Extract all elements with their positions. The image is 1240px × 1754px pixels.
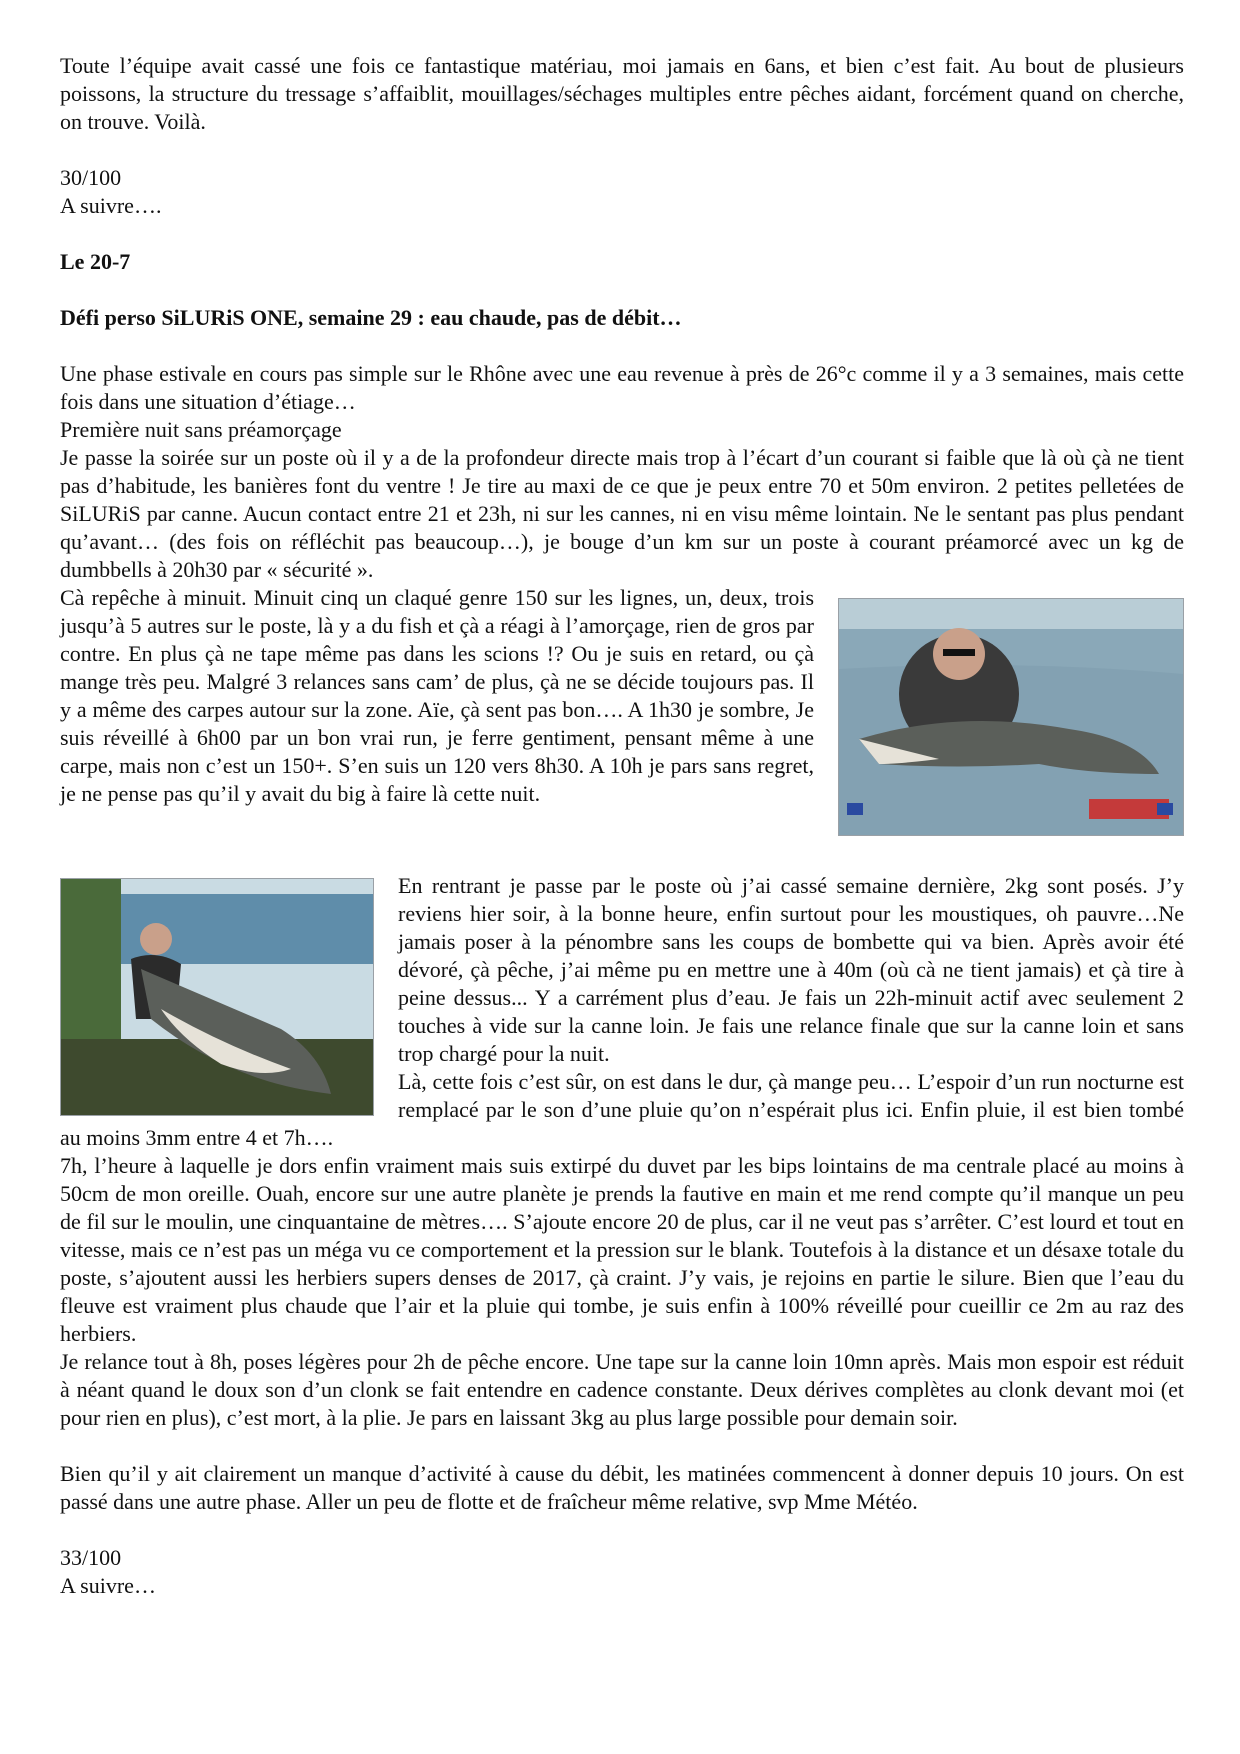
paragraph-relaunch: Je relance tout à 8h, poses légères pour 2h de pêche encore. Une tape sur la canne loin 10mn après. Mais mon espoir est réduit à néant quand le doux son d’un clonk se fait entendre en cadence constante. Deux dérives complètes au clonk devant moi (et pour rien en plus), c’est mort, à la plie. Je pars en laissant 3kg au plus large possible pour demain soir. — [60, 1349, 1184, 1430]
score-2: 33/100 — [60, 1545, 122, 1570]
paragraph-midnight: Cà repêche à minuit. Minuit cinq un claqué genre 150 sur les lignes, un, deux, trois jusqu’à 5 autres sur le poste, là y a du fish et çà a réagi à l’amorçage, rien de gros par contre. En plus çà ne tape même pas dans les scions !? Ou je suis en retard, ou çà mange très peu. Malgré 3 relances sans cam’ de plus, çà ne se décide toujours pas. Il y a même des carpes autour sur la zone. Aïe, çà sent pas bon…. A 1h30 je sombre, Je suis réveillé à 6h00 par un bon vrai run, je ferre gentiment, pensant même à une carpe, mais non c’est un 150+. S’en suis un 120 vers 8h30. A 10h je pars sans regret, je ne pense pas qu’il y avait du big à faire là cette nuit. — [60, 585, 814, 806]
catfish-photo-left — [60, 878, 374, 1116]
paragraph-return: En rentrant je passe par le poste où j’ai cassé semaine dernière, 2kg sont posés. J’y reviens hier soir, à la bonne heure, enfin surtout pour les moustiques, oh pauvre…Ne jamais poser à la pénombre sans les coups de bombette qui va bien. Après avoir été dévoré, çà pêche, j’ai même pu en mettre une à 40m (où cà ne tient jamais) et çà tire à peine dessus... Y a carrément plus d’eau. Je fais un 22h-minuit actif avec seulement 2 touches à vide sur la canne loin. Je fais une relance finale que sur la canne loin et sans trop chargé pour la nuit. — [398, 873, 1184, 1066]
entry-date: Le 20-7 — [60, 249, 131, 274]
paragraph-rain: Là, cette fois c’est sûr, on est dans le dur, çà mange peu… L’espoir d’un run nocturne est remplacé par le son d’une pluie qu’on n’espérait plus ici. Enfin pluie, il est bien tombé au moins 3mm entre 4 et 7h…. — [60, 1069, 1184, 1150]
paragraph-run: 7h, l’heure à laquelle je dors enfin vraiment mais suis extirpé du duvet par les bips lointains de ma centrale placé au moins à 50cm de mon oreille. Ouah, encore sur une autre planète je prends la fautive en main et me rend compte qu’il manque un peu de fil sur le moulin, une cinquantaine de mètres…. S’ajoute encore 20 de plus, car il ne veut pas s’arrêter. C’est lourd et tout en vitesse, mais ce n’est pas un méga vu ce comportement et la pression sur le blank. Toutefois à la distance et un désaxe totale du poste, s’ajoutent aussi les herbiers supers denses de 2017, çà craint. J’y vais, je rejoins en partie le silure. Bien que l’eau du fleuve est vraiment plus chaude que l’air et la pluie qui tombe, je suis enfin à 100% réveillé pour cueillir ce 2m au raz des herbiers. — [60, 1153, 1184, 1346]
document-page — [60, 52, 1184, 1600]
paragraph-evening-post: Je passe la soirée sur un poste où il y a de la profondeur directe mais trop à l’écart d’un courant si faible que là où çà ne tient pas d’habitude, les banières font du ventre ! Je tire au maxi de ce que je peux entre 70 et 50m environ. 2 petites pelletées de SiLURiS par canne. Aucun contact entre 21 et 23h, ni sur les cannes, ni en visu même lointain. Ne le sentant pas plus pendant qu’avant… (des fois on réfléchit pas beaucoup…), je bouge d’un km sur un poste à courant préamorcé avec un kg de dumbbells à 20h30 par « sécurité ». — [60, 445, 1184, 582]
to-be-continued-1: A suivre…. — [60, 193, 162, 218]
to-be-continued-2: A suivre… — [60, 1573, 156, 1598]
paragraph-summer-phase: Une phase estivale en cours pas simple sur le Rhône avec une eau revenue à près de 26°c comme il y a 3 semaines, mais cette fois dans une situation d’étiage… — [60, 361, 1184, 414]
entry-title: Défi perso SiLURiS ONE, semaine 29 : eau chaude, pas de débit… — [60, 305, 682, 330]
catfish-photo-right-image — [839, 599, 1183, 835]
catfish-photo-left-image — [61, 879, 373, 1115]
paragraph-first-night: Première nuit sans préamorçage — [60, 417, 342, 442]
score-1: 30/100 — [60, 165, 122, 190]
paragraph-conclusion: Bien qu’il y ait clairement un manque d’activité à cause du débit, les matinées commencent à donner depuis 10 jours. On est passé dans une autre phase. Aller un peu de flotte et de fraîcheur même relative, svp Mme Météo. — [60, 1461, 1184, 1514]
catfish-photo-right — [838, 598, 1184, 836]
intro-paragraph: Toute l’équipe avait cassé une fois ce fantastique matériau, moi jamais en 6ans, et bien c’est fait. Au bout de plusieurs poissons, la structure du tressage s’affaiblit, mouillages/séchages multiples entre pêches aidant, forcément quand on cherche, on trouve. Voilà. — [60, 53, 1184, 134]
